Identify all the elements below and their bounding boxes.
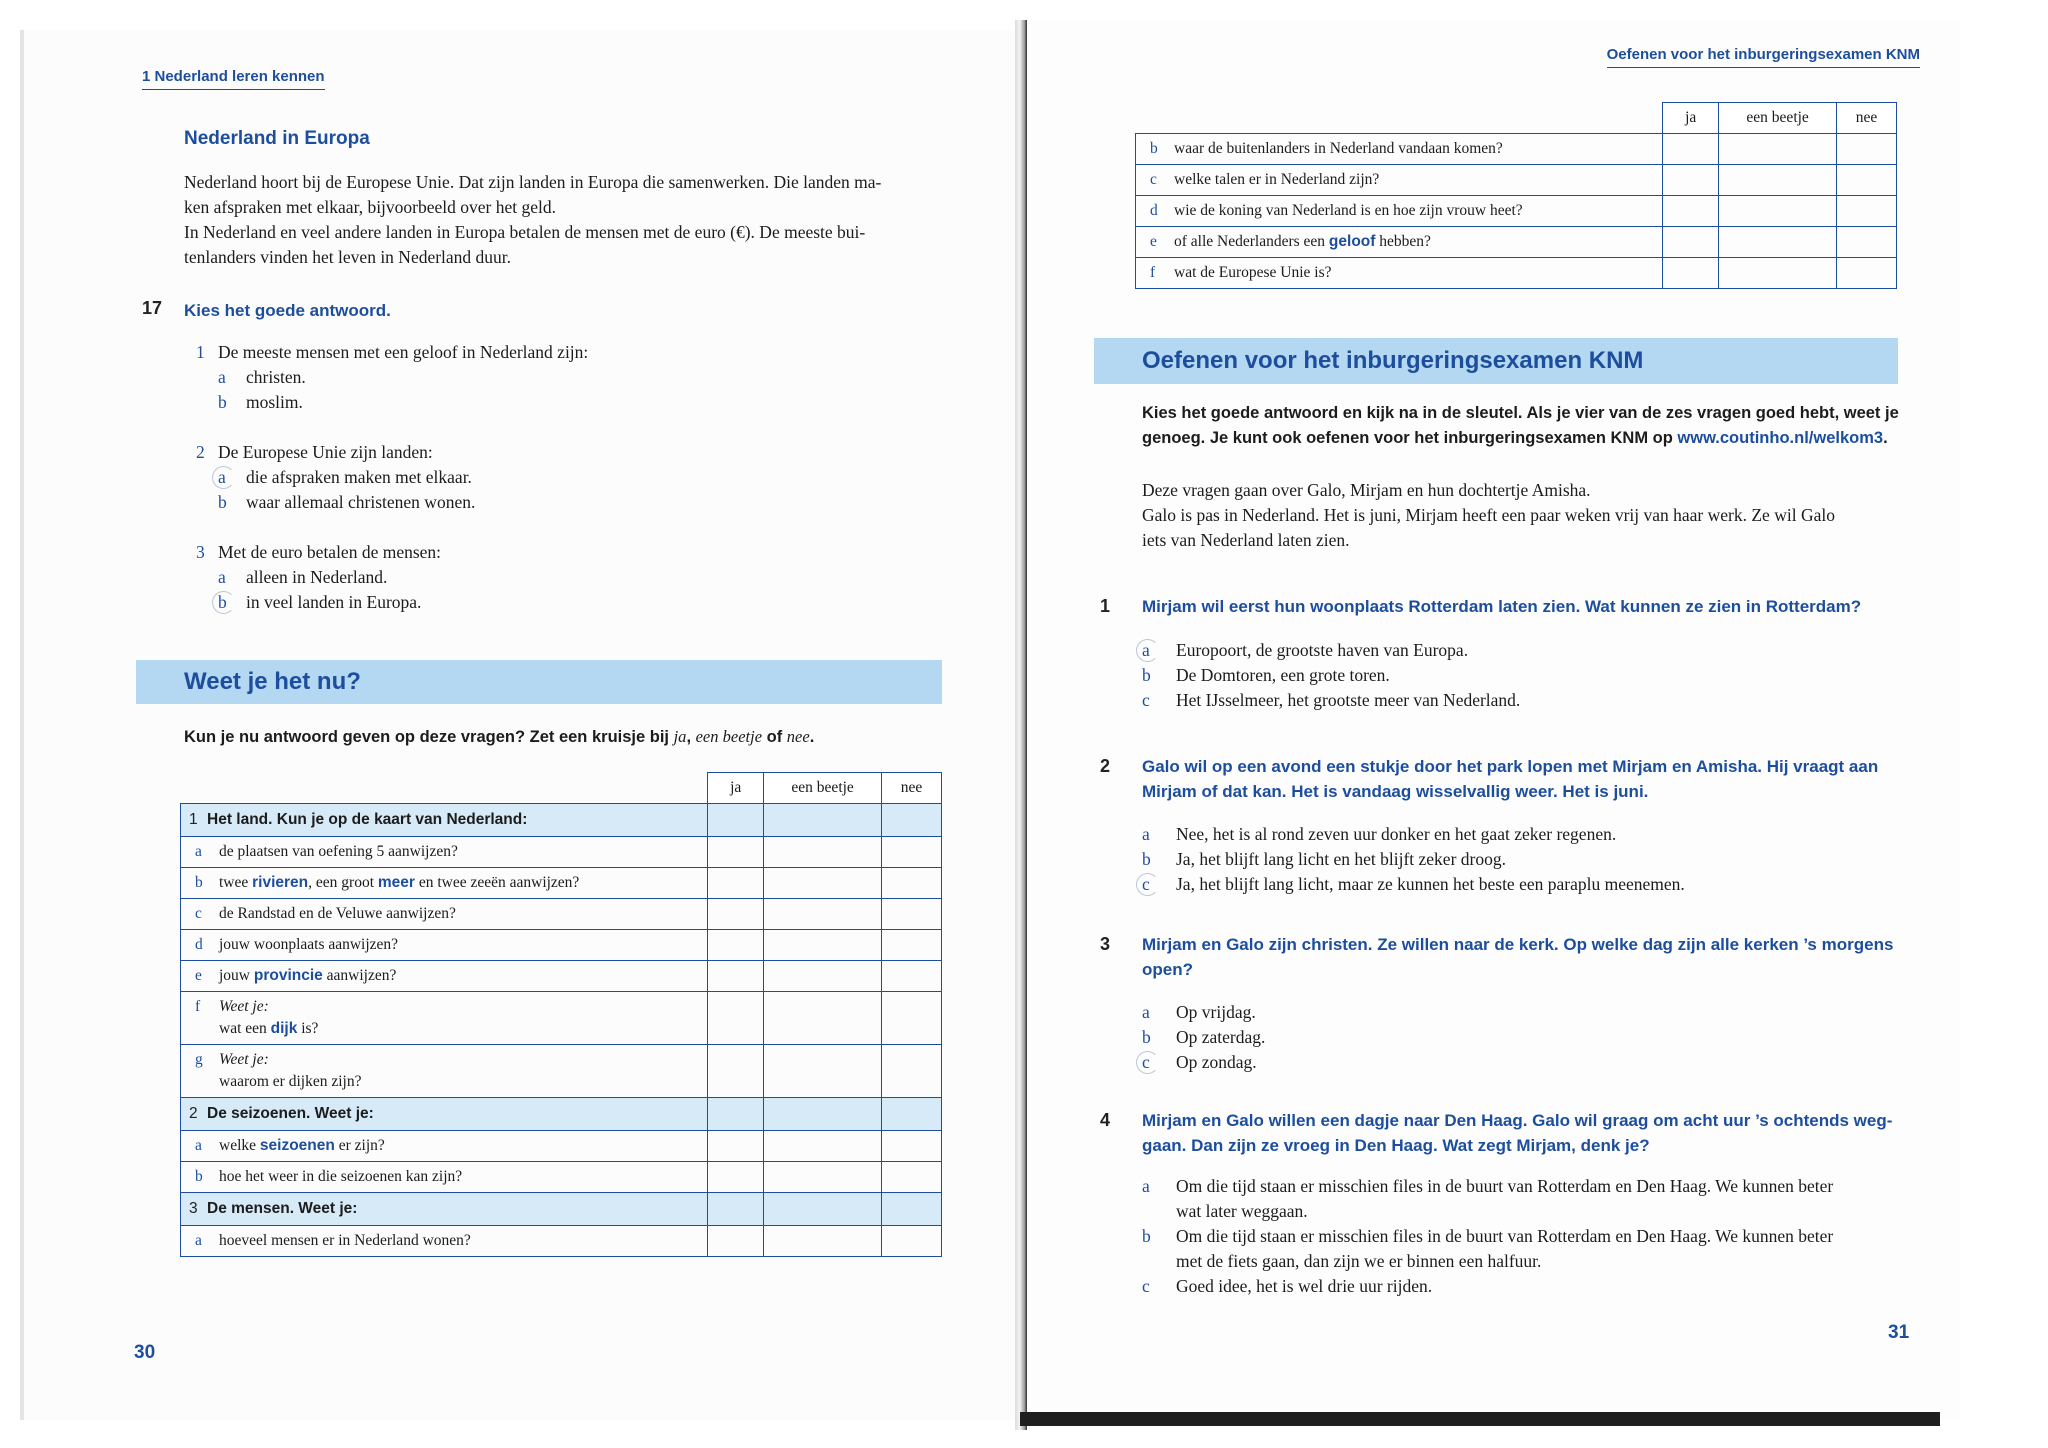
context-line: Galo is pas in Nederland. Het is juni, Mirjam heeft een paar weken vrij van haar werk. Ze wil Galo [1142, 505, 1835, 525]
checkbox-cell-ja[interactable] [708, 837, 764, 868]
intro-line: In Nederland en veel andere landen in Europa betalen de mensen met de euro (€). De meeste bui- [184, 222, 866, 242]
checkbox-cell-ja[interactable] [708, 899, 764, 930]
checkbox-cell-een-beetje[interactable] [764, 1045, 882, 1098]
checkbox-cell-een-beetje[interactable] [764, 837, 882, 868]
keyword: provincie [253, 967, 323, 984]
question-title-line: Mirjam en Galo willen een dagje naar Den Haag. Galo wil graag om acht uur ’s ochtends weg- [1142, 1111, 1893, 1130]
row-text: er zijn? [334, 1137, 385, 1154]
instruction-end: . [1883, 429, 1888, 447]
self-assessment-table-continued [1135, 102, 1897, 289]
row-letter: b [1150, 140, 1158, 157]
section-title: Nederland in Europa [184, 128, 370, 149]
table-row [181, 837, 942, 868]
row-letter: b [195, 874, 203, 891]
row-letter: g [195, 1051, 203, 1068]
checkbox-cell-een-beetje[interactable] [764, 868, 882, 899]
option-letter: c [1142, 1050, 1176, 1075]
intro-line: Nederland hoort bij de Europese Unie. Dat zijn landen in Europa die samenwerken. Die landen ma- [184, 172, 882, 192]
row-letter: e [1150, 233, 1157, 250]
option-text: Om die tijd staan er misschien files in de buurt van Rotterdam en Den Haag. We kunnen beter [1176, 1176, 1834, 1196]
instruction-sep: , [686, 728, 696, 746]
checkbox-cell-ja[interactable] [708, 1045, 764, 1098]
table-row [181, 930, 942, 961]
option-text: Op vrijdag. [1176, 1002, 1256, 1022]
checkbox-cell-een-beetje[interactable] [1719, 196, 1837, 227]
row-text: waar de buitenlanders in Nederland vandaan komen? [1174, 140, 1503, 157]
checkbox-cell-een-beetje[interactable] [764, 1226, 882, 1257]
option-text: waar allemaal christenen wonen. [246, 492, 476, 512]
answer-options [1142, 1174, 1932, 1299]
checkbox-cell-ja[interactable] [708, 992, 764, 1045]
column-header-nee: nee [1837, 103, 1897, 134]
checkbox-cell-ja[interactable] [1663, 196, 1719, 227]
row-letter: c [195, 905, 202, 922]
column-header-ja: ja [1663, 103, 1719, 134]
keyword: seizoenen [259, 1137, 335, 1154]
question-number: 1 [196, 342, 205, 362]
table-row [1136, 165, 1897, 196]
column-header-een-beetje: een beetje [764, 773, 882, 804]
checkbox-cell-nee[interactable] [882, 961, 942, 992]
checkbox-cell-nee[interactable] [882, 899, 942, 930]
group-label: De mensen. Weet je: [207, 1200, 358, 1217]
question-title-line: Mirjam of dat kan. Het is vandaag wisselvallig weer. Het is juni. [1142, 782, 1649, 801]
question-title-line: Galo wil op een avond een stukje door het park lopen met Mirjam en Amisha. Hij vraagt aan [1142, 757, 1879, 776]
checkbox-cell-nee[interactable] [882, 992, 942, 1045]
answer-option[interactable] [196, 590, 441, 615]
row-letter: a [195, 1137, 202, 1154]
option-text: De Domtoren, een grote toren. [1176, 665, 1390, 685]
checkbox-cell-nee[interactable] [1837, 165, 1897, 196]
answer-option[interactable] [196, 465, 475, 490]
option-text: Het IJsselmeer, het grootste meer van Nederland. [1176, 690, 1521, 710]
group-label: De seizoenen. Weet je: [207, 1105, 374, 1122]
answer-option[interactable] [1142, 1050, 1912, 1075]
table-row [181, 899, 942, 930]
table-row [1136, 196, 1897, 227]
checkbox-cell-nee[interactable] [882, 868, 942, 899]
instruction-end: . [809, 728, 815, 746]
row-text: jouw woonplaats aanwijzen? [219, 936, 399, 953]
instruction-line: Kies het goede antwoord en kijk na in de sleutel. Als je vier van de zes vragen goed hebt, weet je [1142, 404, 1899, 422]
checkbox-cell-een-beetje[interactable] [764, 961, 882, 992]
question-number: 4 [1100, 1110, 1111, 1130]
context-line: Deze vragen gaan over Galo, Mirjam en hun dochtertje Amisha. [1142, 480, 1591, 500]
row-text: is? [297, 1020, 319, 1037]
section-banner: Oefenen voor het inburgeringsexamen KNM [1094, 338, 1898, 384]
option-letter: a [1142, 1176, 1150, 1196]
option-letter: a [218, 465, 246, 490]
answer-option[interactable] [1142, 1274, 1932, 1299]
checkbox-cell-ja[interactable] [1663, 258, 1719, 289]
question-number: 2 [196, 442, 205, 462]
self-assessment-table [180, 772, 942, 1257]
book-gutter [1015, 20, 1027, 1430]
context-text [1142, 478, 1912, 553]
checkbox-cell-een-beetje[interactable] [1719, 258, 1837, 289]
intro-text [184, 170, 964, 270]
answer-option[interactable] [1142, 847, 1912, 872]
question-title [1142, 932, 1912, 982]
checkbox-cell-een-beetje[interactable] [764, 1131, 882, 1162]
group-number: 1 [189, 811, 198, 828]
option-letter: a [1142, 638, 1176, 663]
checkbox-cell-ja[interactable] [1663, 227, 1719, 258]
row-text: waarom er dijken zijn? [219, 1073, 362, 1090]
answer-option[interactable] [196, 565, 441, 590]
checkbox-cell-een-beetje[interactable] [764, 930, 882, 961]
row-text: wat de Europese Unie is? [1174, 264, 1332, 281]
option-letter: b [1142, 665, 1151, 685]
book-spread [20, 20, 1940, 1420]
instruction-text: Kun je nu antwoord geven op deze vragen? Zet een kruisje bij [184, 728, 674, 746]
option-letter: b [218, 492, 227, 512]
checkbox-cell-ja[interactable] [708, 868, 764, 899]
question-title-line: Mirjam en Galo zijn christen. Ze willen naar de kerk. Op welke dag zijn alle kerken ’s morgens [1142, 935, 1894, 954]
group-label: Het land. Kun je op de kaart van Nederland: [207, 811, 528, 828]
option-letter: b [1142, 1027, 1151, 1047]
right-page [1020, 20, 1960, 1420]
exercise-number: 17 [142, 298, 163, 318]
checkbox-cell-nee[interactable] [1837, 196, 1897, 227]
question-title [1142, 754, 1912, 804]
table-row [1136, 134, 1897, 165]
group-number: 2 [189, 1105, 198, 1122]
question-number: 3 [1100, 934, 1111, 954]
keyword: dijk [270, 1020, 298, 1037]
option-letter: c [1142, 690, 1150, 710]
row-text: hoe het weer in die seizoenen kan zijn? [219, 1168, 463, 1185]
page-number: 30 [134, 1342, 156, 1363]
option-text: met de fiets gaan, dan zijn we er binnen een halfuur. [1176, 1251, 1542, 1271]
table-row [181, 1162, 942, 1193]
option-text: in veel landen in Europa. [246, 592, 422, 612]
answer-option[interactable] [1142, 872, 1912, 897]
checkbox-cell-nee[interactable] [882, 1226, 942, 1257]
table-group-row [181, 1098, 942, 1131]
checkbox-cell-ja[interactable] [1663, 134, 1719, 165]
answer-option[interactable] [1142, 822, 1912, 847]
option-text: Goed idee, het is wel drie uur rijden. [1176, 1276, 1433, 1296]
option-text: Europoort, de grootste haven van Europa. [1176, 640, 1469, 660]
row-letter: a [195, 1232, 202, 1249]
context-line: iets van Nederland laten zien. [1142, 530, 1350, 550]
table-row [181, 868, 942, 899]
option-letter: b [218, 590, 246, 615]
answer-options [1142, 1000, 1912, 1075]
answer-options [1142, 638, 1912, 713]
running-head: 1 Nederland leren kennen [142, 68, 325, 90]
keyword: meer [377, 874, 415, 891]
answer-option[interactable] [196, 390, 588, 415]
row-text: jouw [219, 967, 254, 984]
option-text: die afspraken maken met elkaar. [246, 467, 472, 487]
column-header-een-beetje: een beetje [1719, 103, 1837, 134]
option-letter: c [1142, 872, 1176, 897]
checkbox-cell-ja[interactable] [1663, 165, 1719, 196]
row-lead: Weet je: [219, 1051, 269, 1068]
exercise-question [196, 540, 441, 615]
checkbox-cell-een-beetje[interactable] [764, 992, 882, 1045]
option-letter: b [1142, 849, 1151, 869]
checkbox-cell-een-beetje[interactable] [764, 1162, 882, 1193]
instruction-line: genoeg. Je kunt ook oefenen voor het inburgeringsexamen KNM op [1142, 429, 1678, 447]
option-letter: a [1142, 824, 1150, 844]
checkbox-cell-nee[interactable] [882, 837, 942, 868]
question-title-line: open? [1142, 960, 1193, 979]
option-text: Nee, het is al rond zeven uur donker en het gaat zeker regenen. [1176, 824, 1617, 844]
checkbox-cell-nee[interactable] [882, 1131, 942, 1162]
option-text: wat later weggaan. [1176, 1201, 1308, 1221]
question-title-line: Mirjam wil eerst hun woonplaats Rotterdam laten zien. Wat kunnen ze zien in Rotterdam? [1142, 597, 1862, 616]
checkbox-cell-ja[interactable] [708, 961, 764, 992]
checkbox-cell-nee[interactable] [882, 1162, 942, 1193]
row-letter: f [1150, 264, 1156, 281]
checkbox-cell-nee[interactable] [1837, 227, 1897, 258]
option-letter: a [1142, 1002, 1150, 1022]
option-text: christen. [246, 367, 306, 387]
question-text: De Europese Unie zijn landen: [218, 442, 433, 462]
option-letter: b [1142, 1226, 1151, 1246]
table-row [181, 1131, 942, 1162]
row-lead: Weet je: [219, 998, 269, 1015]
answer-option[interactable] [196, 365, 588, 390]
answer-option[interactable] [1142, 1025, 1912, 1050]
running-head: Oefenen voor het inburgeringsexamen KNM [1607, 46, 1920, 68]
table-group-row [181, 1193, 942, 1226]
answer-option[interactable] [1142, 688, 1912, 713]
row-text: hoeveel mensen er in Nederland wonen? [219, 1232, 471, 1249]
checkbox-cell-ja[interactable] [708, 930, 764, 961]
option-letter: a [218, 367, 226, 387]
question-number: 3 [196, 542, 205, 562]
question-number: 1 [1100, 596, 1111, 616]
page-edge-shadow [1020, 1412, 1940, 1426]
checkbox-cell-ja[interactable] [708, 1226, 764, 1257]
checkbox-cell-ja[interactable] [708, 1131, 764, 1162]
option-letter: a [218, 567, 226, 587]
answer-option[interactable] [1142, 1174, 1932, 1224]
option-text: Om die tijd staan er misschien files in de buurt van Rotterdam en Den Haag. We kunnen beter [1176, 1226, 1834, 1246]
instruction-option: nee [786, 727, 810, 746]
checkbox-cell-nee[interactable] [882, 1045, 942, 1098]
question-text: Met de euro betalen de mensen: [218, 542, 442, 562]
table-row [181, 992, 942, 1045]
question-title-line: gaan. Dan zijn ze vroeg in Den Haag. Wat zegt Mirjam, denk je? [1142, 1136, 1650, 1155]
option-text: Ja, het blijft lang licht en het blijft zeker droog. [1176, 849, 1506, 869]
row-text: en twee zeeën aanwijzen? [414, 874, 580, 891]
question-text: De meeste mensen met een geloof in Nederland zijn: [218, 342, 589, 362]
question-number: 2 [1100, 756, 1111, 776]
table-row [181, 1045, 942, 1098]
row-text: aanwijzen? [322, 967, 397, 984]
row-letter: c [1150, 171, 1157, 188]
section-banner: Weet je het nu? [136, 660, 942, 704]
option-text: Op zaterdag. [1176, 1027, 1266, 1047]
instruction-option: een beetje [695, 727, 763, 746]
row-letter: a [195, 843, 202, 860]
row-text: de plaatsen van oefening 5 aanwijzen? [219, 843, 458, 860]
exam-instruction [1142, 401, 1912, 451]
row-text: de Randstad en de Veluwe aanwijzen? [219, 905, 456, 922]
group-number: 3 [189, 1200, 198, 1217]
row-letter: d [195, 936, 203, 953]
exercise-question [196, 340, 588, 415]
answer-options [1142, 822, 1912, 897]
option-letter: b [218, 392, 227, 412]
checkbox-cell-een-beetje[interactable] [1719, 165, 1837, 196]
instruction-option: ja [673, 727, 687, 746]
answer-option[interactable] [1142, 1224, 1932, 1274]
option-text: Ja, het blijft lang licht, maar ze kunnen het beste een paraplu meenemen. [1176, 874, 1685, 894]
table-row [181, 961, 942, 992]
keyword: geloof [1328, 233, 1376, 250]
row-letter: b [195, 1168, 203, 1185]
instruction-sep: of [762, 728, 787, 746]
option-text: alleen in Nederland. [246, 567, 388, 587]
table-corner [181, 773, 708, 804]
table-row [1136, 227, 1897, 258]
row-text: hebben? [1375, 233, 1431, 250]
checkbox-cell-een-beetje[interactable] [764, 899, 882, 930]
answer-option[interactable] [1142, 663, 1912, 688]
question-title [1142, 1108, 1912, 1158]
answer-option[interactable] [1142, 1000, 1912, 1025]
row-text: welke [219, 1137, 260, 1154]
table-group-row [181, 804, 942, 837]
row-text: wie de koning van Nederland is en hoe zijn vrouw heet? [1174, 202, 1523, 219]
checkbox-cell-een-beetje[interactable] [1719, 227, 1837, 258]
column-header-nee: nee [882, 773, 942, 804]
question-title [1142, 594, 1912, 619]
intro-line: tenlanders vinden het leven in Nederland duur. [184, 247, 512, 267]
checkbox-cell-nee[interactable] [882, 930, 942, 961]
website-link[interactable]: www.coutinho.nl/welkom3 [1677, 429, 1884, 447]
row-letter: d [1150, 202, 1158, 219]
page-number: 31 [1888, 1322, 1910, 1343]
row-text: twee [219, 874, 253, 891]
checkbox-cell-een-beetje[interactable] [1719, 134, 1837, 165]
row-text: , een groot [308, 874, 378, 891]
table-row [1136, 258, 1897, 289]
answer-option[interactable] [196, 490, 475, 515]
checkbox-cell-nee[interactable] [1837, 258, 1897, 289]
row-letter: f [195, 998, 201, 1015]
row-letter: e [195, 967, 202, 984]
keyword: rivieren [252, 874, 309, 891]
option-text: moslim. [246, 392, 303, 412]
option-text: Op zondag. [1176, 1052, 1257, 1072]
table-corner [1136, 103, 1663, 134]
checkbox-cell-nee[interactable] [1837, 134, 1897, 165]
option-letter: c [1142, 1276, 1150, 1296]
table-instruction [184, 727, 814, 747]
column-header-ja: ja [708, 773, 764, 804]
checkbox-cell-ja[interactable] [708, 1162, 764, 1193]
table-row [181, 1226, 942, 1257]
row-text: of alle Nederlanders een [1174, 233, 1329, 250]
row-text: welke talen er in Nederland zijn? [1174, 171, 1380, 188]
exercise-question [196, 440, 475, 515]
left-page [20, 30, 1024, 1420]
exercise-title: Kies het goede antwoord. [184, 301, 391, 320]
row-text: wat een [219, 1020, 271, 1037]
answer-option[interactable] [1142, 638, 1912, 663]
intro-line: ken afspraken met elkaar, bijvoorbeeld over het geld. [184, 197, 556, 217]
